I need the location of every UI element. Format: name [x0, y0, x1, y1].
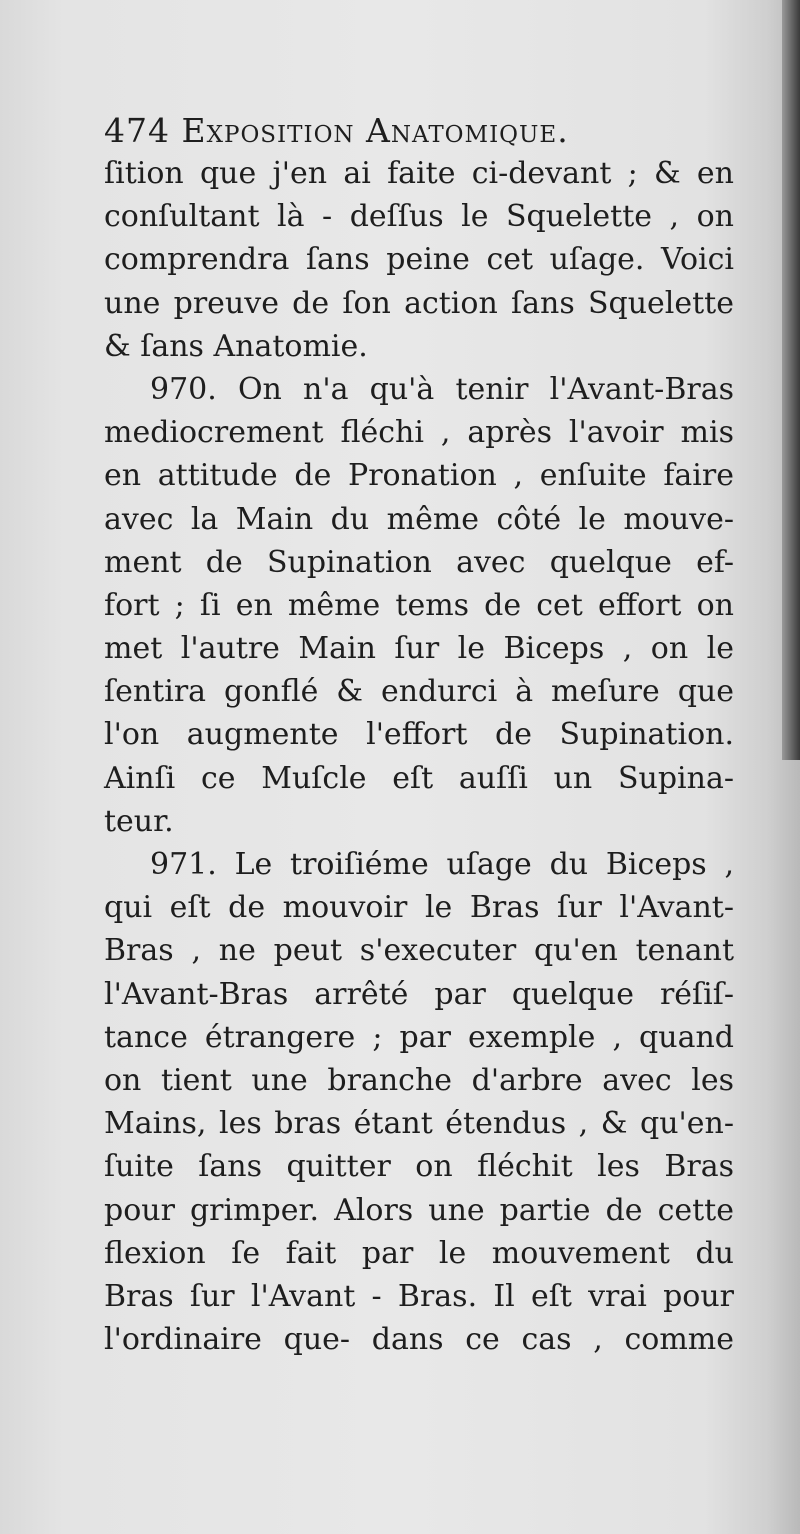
running-title: Exposition Anatomique.	[181, 111, 569, 150]
text-line: Ainſi ce Muſcle eſt auſſi un Supina-	[104, 760, 734, 796]
text-line: qui eſt de mouvoir le Bras ſur l'Avant-	[104, 890, 734, 926]
text-line: teur.	[104, 803, 174, 839]
page-edge-shadow	[782, 0, 800, 760]
text-line: Bras ſur l'Avant - Bras. Il eſt vrai pour	[104, 1278, 734, 1314]
text-line: l'ordinaire que- dans ce cas , comme	[104, 1322, 734, 1358]
text-line: & ſans Anatomie.	[104, 328, 368, 364]
running-head	[104, 110, 734, 152]
text-line: pour grimper. Alors une partie de cette	[104, 1192, 734, 1228]
text-line: comprendra ſans peine cet uſage. Voici	[104, 242, 734, 278]
text-line: avec la Main du même côté le mouve-	[104, 501, 734, 537]
text-line: l'Avant-Bras arrêté par quelque réſiſ-	[104, 976, 734, 1012]
text-line: Bras , ne peut s'executer qu'en tenant	[104, 933, 734, 969]
text-line: l'on augmente l'effort de Supination.	[104, 717, 734, 753]
text-line: conſultant là - deſſus le Squelette , on	[104, 199, 734, 235]
text-line: met l'autre Main ſur le Biceps , on le	[104, 631, 734, 667]
text-line: ſition que j'en ai faite ci-devant ; & en	[104, 156, 734, 191]
text-line: mediocrement fléchi , après l'avoir mis	[104, 415, 734, 451]
page-number: 474	[104, 111, 170, 150]
paragraph-971-start: 971. Le troiſiéme uſage du Biceps ,	[150, 847, 734, 882]
text-line: en attitude de Pronation , enſuite faire	[104, 458, 734, 494]
text-line: on tient une branche d'arbre avec les	[104, 1062, 734, 1098]
paragraph-970-start: 970. On n'a qu'à tenir l'Avant-Bras	[150, 371, 734, 407]
text-line: Mains, les bras étant étendus , & qu'en-	[104, 1106, 734, 1142]
text-line: ſentira gonflé & endurci à meſure que	[104, 674, 734, 710]
text-line: une preuve de ſon action ſans Squelette	[104, 285, 734, 321]
text-line: ment de Supination avec quelque ef-	[104, 544, 734, 580]
text-line: flexion ſe fait par le mouvement du	[104, 1235, 734, 1271]
text-line: ſuite ſans quitter on fléchit les Bras	[104, 1149, 734, 1185]
text-block	[104, 110, 734, 1361]
text-line: fort ; ſi en même tems de cet effort on	[104, 587, 734, 623]
text-line: tance étrangere ; par exemple , quand	[104, 1019, 734, 1055]
